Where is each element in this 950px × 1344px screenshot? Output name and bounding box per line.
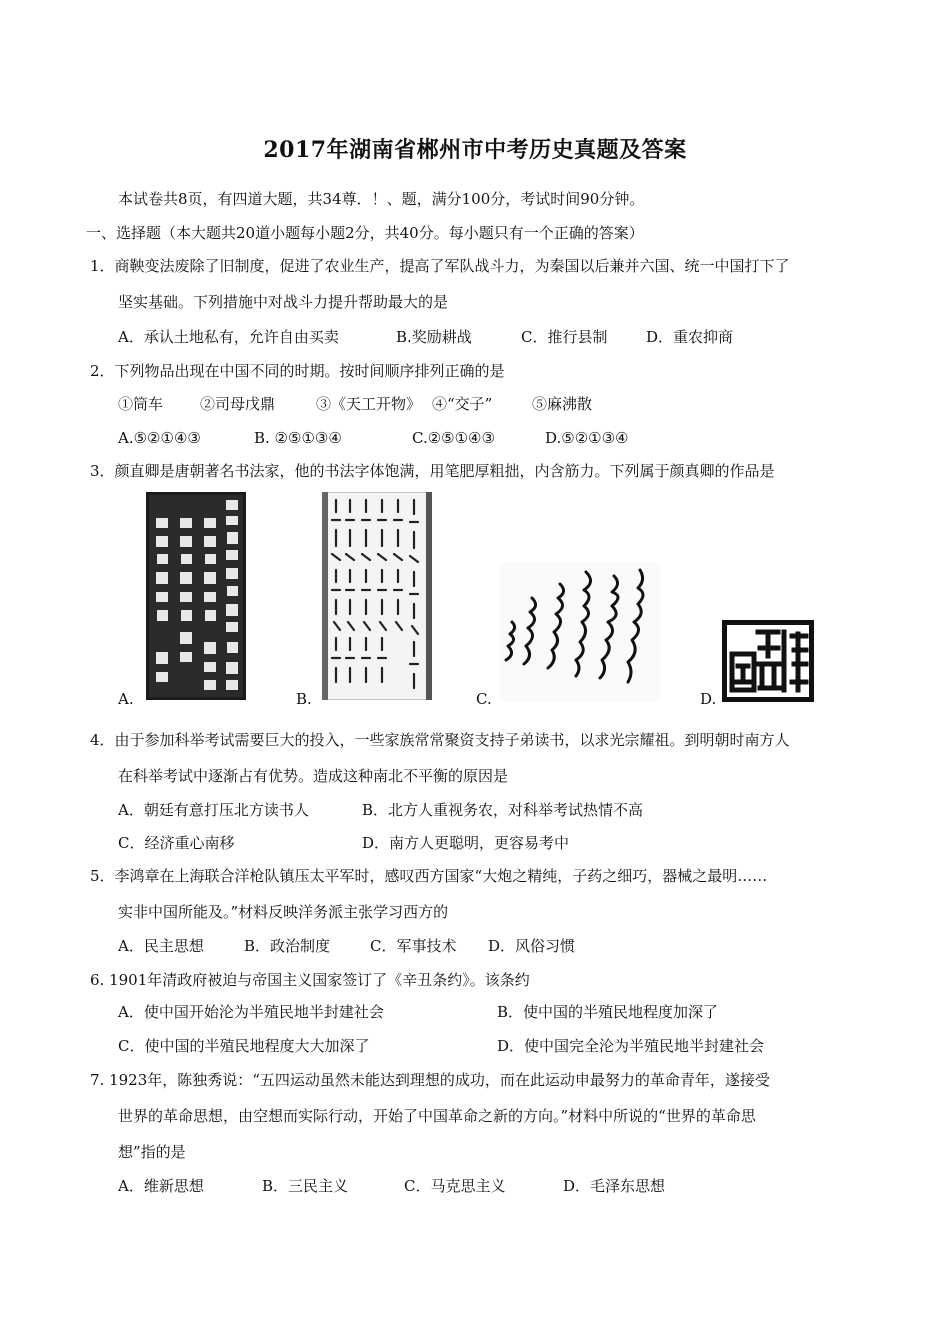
calligraphy-image-a bbox=[146, 492, 246, 700]
intro-text: 本试卷共8页，有四道大题，共34尊．！、题，满分100分，考试时间90分钟。 bbox=[118, 190, 645, 208]
question-1-option-c: C．推行县制 bbox=[521, 328, 608, 346]
question-4-option-c: C．经济重心南移 bbox=[118, 834, 235, 852]
question-2-item-3: ③《天工开物》 bbox=[316, 395, 422, 413]
question-5-option-d: D．风俗习惯 bbox=[488, 937, 576, 955]
calligraphy-rubbing-icon bbox=[146, 492, 246, 700]
question-5-option-a: A．民主思想 bbox=[118, 937, 204, 955]
question-1-option-b: B.奖励耕战 bbox=[396, 328, 472, 346]
calligraphy-cursive-icon bbox=[500, 562, 660, 702]
question-4-stem: 4．由于参加科举考试需要巨大的投入，一些家族常常聚资支持子弟读书，以求光宗耀祖。到明朝时南方人 bbox=[90, 731, 790, 749]
question-2-stem: 2．下列物品出现在中国不同的时期。按时间顺序排列正确的是 bbox=[90, 362, 505, 380]
question-2-item-4: ④“交子” bbox=[432, 395, 493, 413]
question-1-option-d: D．重农抑商 bbox=[646, 328, 734, 346]
image-a-label: A. bbox=[118, 690, 134, 708]
question-1-stem-cont: 坚实基础。下列措施中对战斗力提升帮助最大的是 bbox=[118, 293, 449, 311]
question-4-option-a: A．朝廷有意打压北方读书人 bbox=[118, 801, 309, 819]
question-2-item-1: ①筒车 bbox=[118, 395, 164, 413]
seal-image-d bbox=[722, 620, 814, 702]
section-heading: 一、选择题（本大题共20道小题每小题2分，共40分。每小题只有一个正确的答案） bbox=[86, 224, 644, 242]
question-6-option-a: A．使中国开始沦为半殖民地半封建社会 bbox=[118, 1003, 384, 1021]
question-1-option-a: A．承认土地私有，允许自由买卖 bbox=[118, 328, 339, 346]
question-6-option-b: B．使中国的半殖民地程度加深了 bbox=[497, 1003, 719, 1021]
calligraphy-manuscript-icon bbox=[322, 492, 432, 700]
question-6-option-c: C．使中国的半殖民地程度大大加深了 bbox=[118, 1037, 370, 1055]
question-3-stem: 3．颜直卿是唐朝著名书法家，他的书法字体饱满，用笔肥厚粗拙，内含筋力。下列属于颜真卿的作品是 bbox=[90, 462, 775, 480]
question-6-stem: 6. 1901年清政府被迫与帝国主义国家签订了《辛丑条约》。该条约 bbox=[90, 971, 530, 989]
question-7-stem-cont2: 想”指的是 bbox=[118, 1143, 186, 1161]
question-5-stem-cont: 实非中国所能及。”材料反映洋务派主张学习西方的 bbox=[118, 903, 449, 921]
question-4-stem-cont: 在科举考试中逐渐占有优势。造成这种南北不平衡的原因是 bbox=[118, 767, 509, 785]
question-1-stem: 1．商鞅变法废除了旧制度，促进了农业生产，提高了军队战斗力，为秦国以后兼并六国、统一中国打下了 bbox=[90, 257, 790, 275]
seal-stamp-icon bbox=[722, 620, 814, 702]
calligraphy-image-c bbox=[500, 562, 660, 702]
image-d-label: D. bbox=[700, 690, 717, 708]
question-7-option-a: A．维新思想 bbox=[118, 1177, 204, 1195]
question-6-option-d: D．使中国完全沦为半殖民地半封建社会 bbox=[497, 1037, 765, 1055]
question-7-option-b: B．三民主义 bbox=[262, 1177, 349, 1195]
image-b-label: B. bbox=[296, 690, 312, 708]
page-title: 2017年湖南省郴州市中考历史真题及答案 bbox=[263, 137, 687, 163]
question-4-option-d: D．南方人更聪明，更容易考中 bbox=[362, 834, 570, 852]
question-7-stem-cont: 世界的革命思想，由空想而实际行动，开始了中国革命之新的方向。”材料中所说的“世界的革命思 bbox=[118, 1107, 756, 1125]
question-4-option-b: B．北方人重视务农，对科举考试热情不高 bbox=[362, 801, 644, 819]
question-2-item-2: ②司母戊鼎 bbox=[200, 395, 276, 413]
image-c-label: C. bbox=[476, 690, 492, 708]
question-5-option-c: C．军事技术 bbox=[370, 937, 457, 955]
calligraphy-image-b bbox=[322, 492, 432, 700]
question-7-option-c: C．马克思主义 bbox=[404, 1177, 506, 1195]
question-5-stem: 5．李鸿章在上海联合洋枪队镇压太平军时，感叹西方国家“大炮之精纯，子药之细巧，器械之最明…… bbox=[90, 867, 768, 885]
question-7-stem: 7. 1923年，陈独秀说：“五四运动虽然未能达到理想的成功，而在此运动申最努力的革命青年，遂接受 bbox=[90, 1071, 770, 1089]
question-2-option-d: D.⑤②①③④ bbox=[545, 429, 629, 447]
question-7-option-d: D．毛泽东思想 bbox=[563, 1177, 666, 1195]
question-2-option-c: C.②⑤①④③ bbox=[412, 429, 495, 447]
question-2-item-5: ⑤麻沸散 bbox=[532, 395, 593, 413]
question-2-option-a: A.⑤②①④③ bbox=[118, 429, 201, 447]
question-2-option-b: B. ②⑤①③④ bbox=[254, 429, 342, 447]
question-5-option-b: B．政治制度 bbox=[244, 937, 331, 955]
